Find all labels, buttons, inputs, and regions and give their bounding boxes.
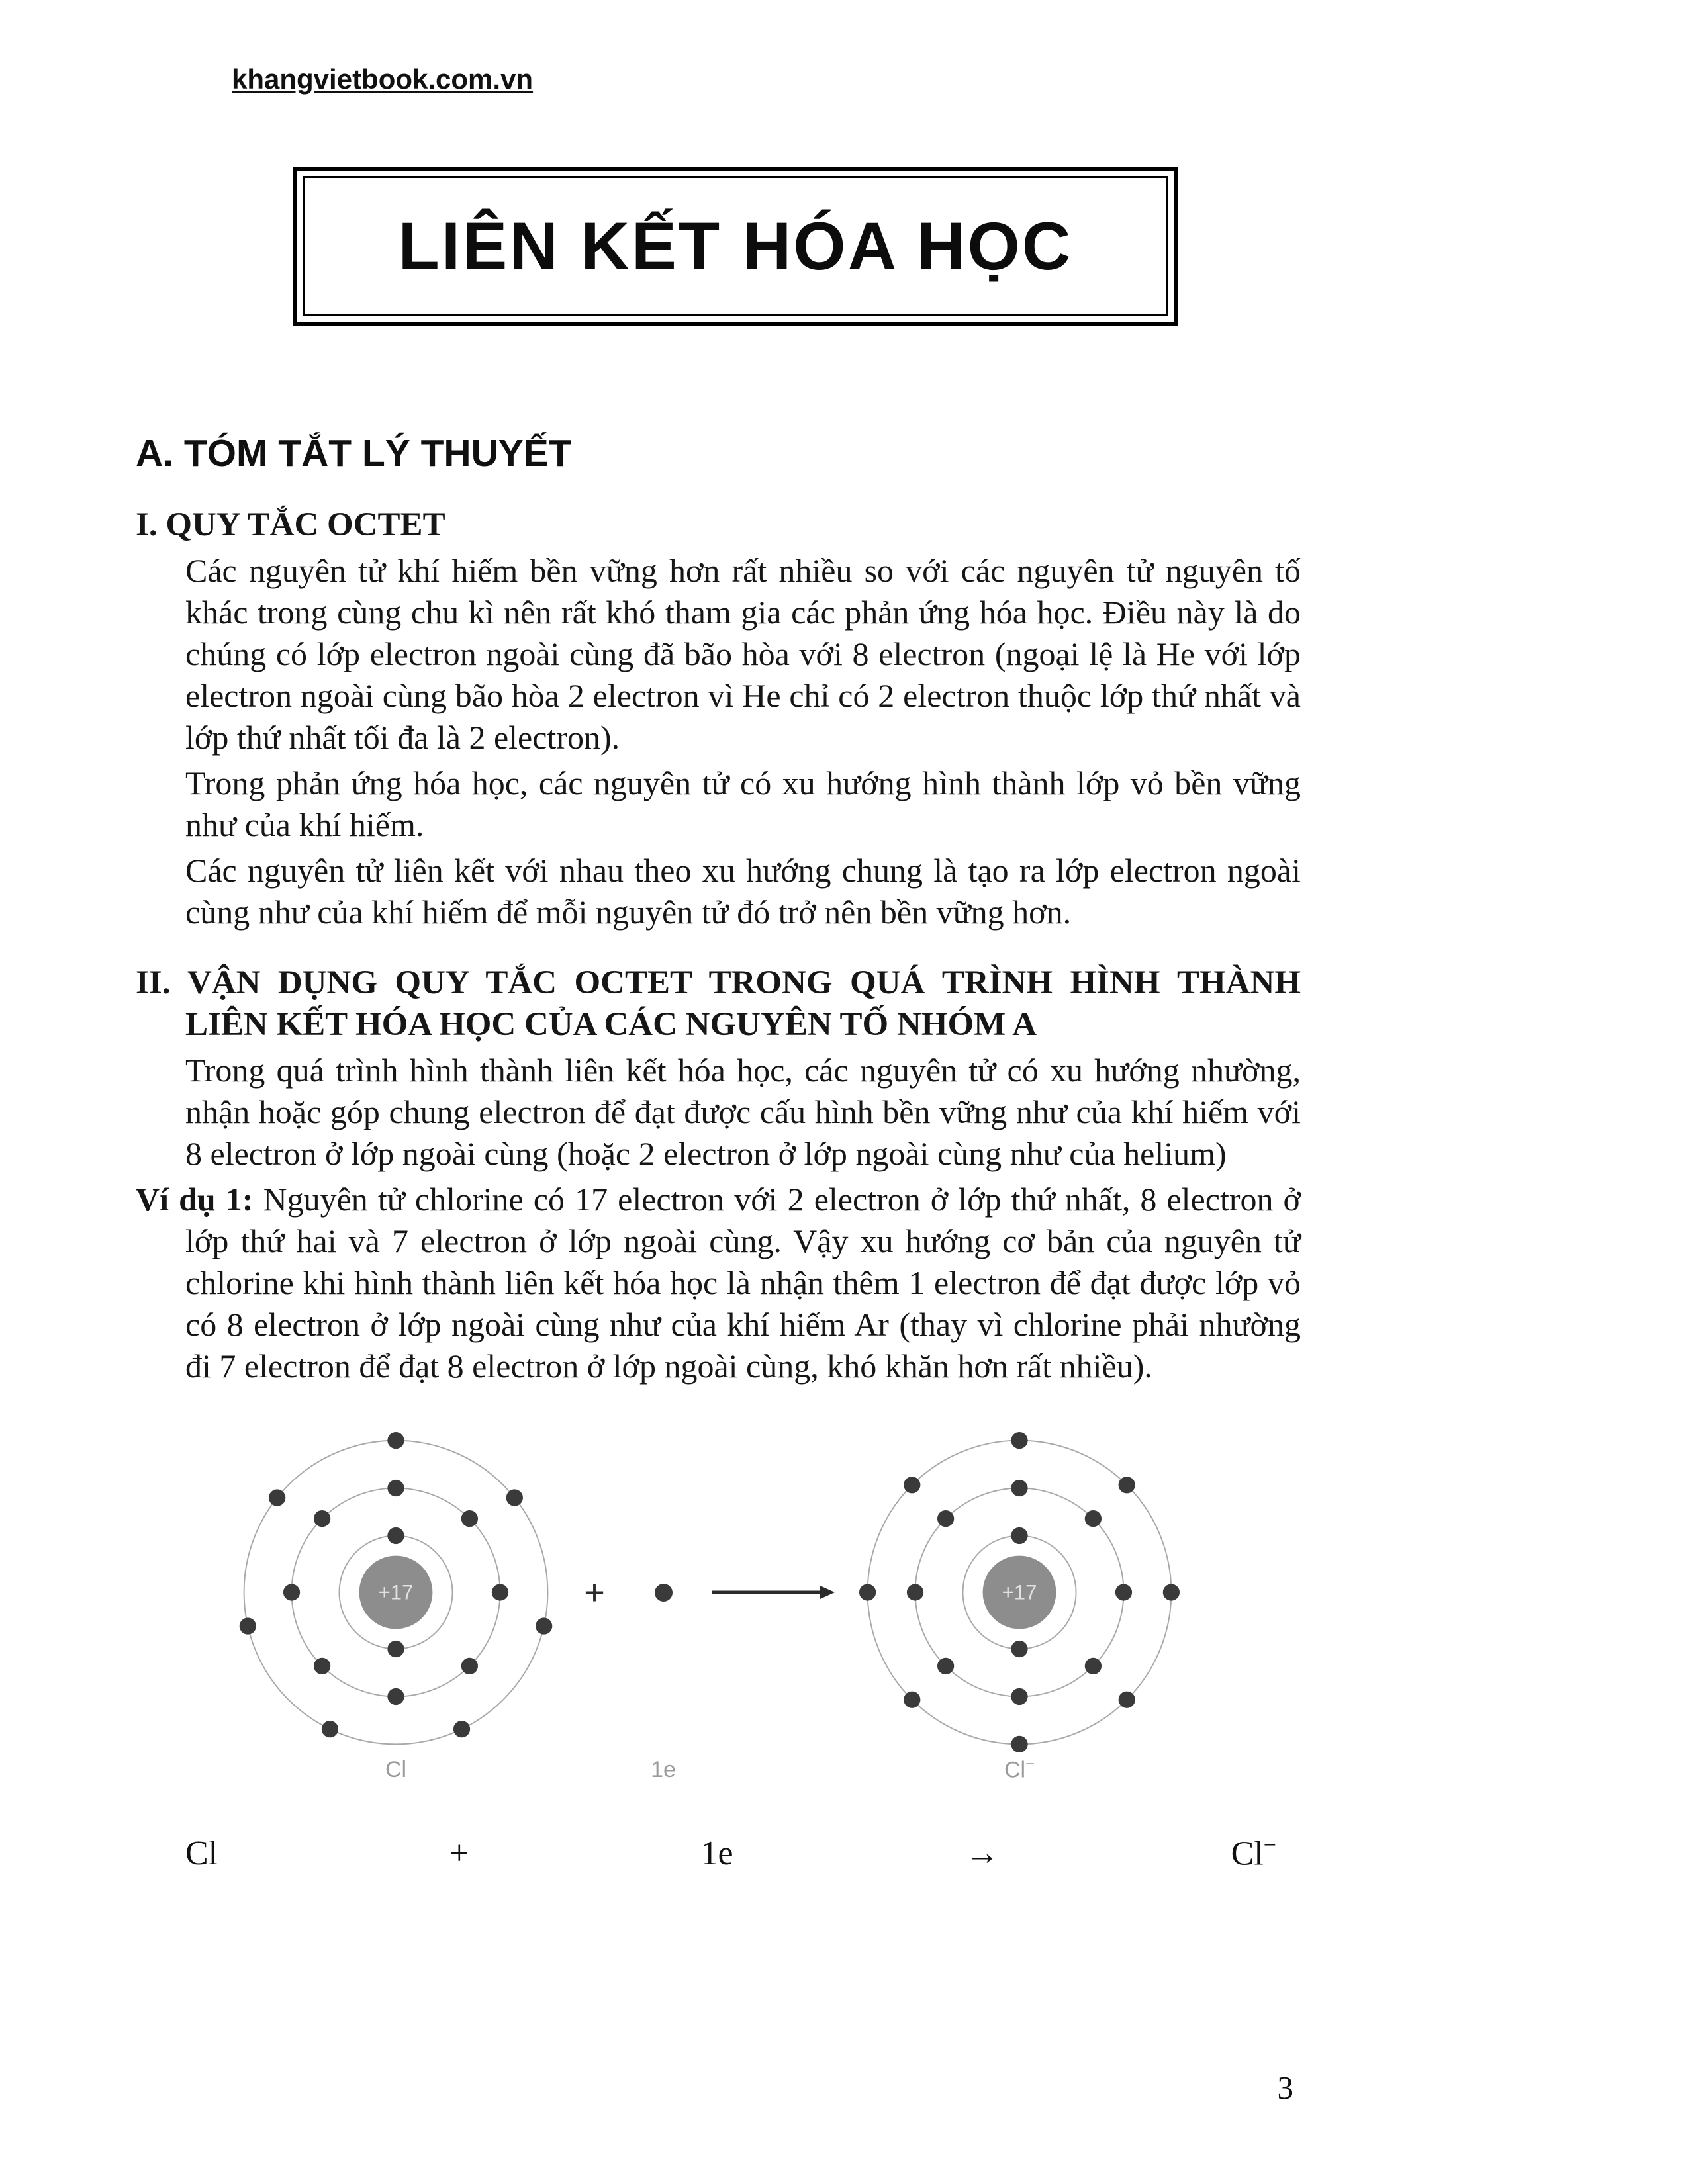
equation-plus: + xyxy=(449,1835,469,1873)
example-1 xyxy=(136,1179,1301,1387)
page-header xyxy=(232,64,1301,95)
svg-text:+17: +17 xyxy=(1002,1580,1037,1604)
section-a-heading: A. TÓM TẮT LÝ THUYẾT xyxy=(136,432,572,475)
reaction-arrow xyxy=(710,1394,836,1791)
cl-ion xyxy=(859,1394,1180,1791)
cl-ion-icon xyxy=(859,1432,1180,1753)
electron-dot-icon xyxy=(655,1584,673,1602)
electron-label: 1e xyxy=(651,1757,676,1782)
equation-product: Cl− xyxy=(1231,1833,1276,1873)
example-1-label: Ví dụ 1: xyxy=(136,1181,254,1218)
svg-text:+17: +17 xyxy=(378,1580,414,1604)
cl-atom-icon xyxy=(235,1432,557,1753)
cl-atom-label: Cl xyxy=(385,1757,407,1782)
section-ii-heading: II. VẬN DỤNG QUY TẮC OCTET TRONG QUÁ TRÌNH HÌNH THÀNH LIÊN KẾT HÓA HỌC CỦA CÁC NGUYÊN TỐ NHÓM A xyxy=(136,964,1301,1043)
example-1-text: Nguyên tử chlorine có 17 electron với 2 electron ở lớp thứ nhất, 8 electron ở lớp thứ hai và 7 electron ở lớp ngoài cùng. Vậy xu hướng cơ bản của nguyên tử chlorine khi hình thành liên kết hóa học là nhận thêm 1 electron để đạt được lớp vỏ có 8 electron ở lớp ngoài cùng như của khí hiếm Ar (thay vì chlorine phải nhường đi 7 electron để đạt 8 electron ở lớp ngoài cùng, khó khăn hơn rất nhiều). xyxy=(185,1181,1301,1385)
paragraph-octet-1: Các nguyên tử khí hiếm bền vững hơn rất nhiều so với các nguyên tử nguyên tố khác trong cùng chu kì nên rất khó tham gia các phản ứng hóa học. Điều này là do chúng có lớp electron ngoài cùng đã bão hòa với 8 electron (ngoại lệ là He với lớp electron ngoài cùng bão hòa 2 electron vì He chỉ có 2 electron thuộc lớp thứ nhất và lớp thứ nhất tối đa là 2 electron). xyxy=(185,552,1301,756)
section-i-heading: I. QUY TẮC OCTET xyxy=(136,506,445,543)
arrow-icon xyxy=(710,1584,836,1601)
site-link: khangvietbook.com.vn xyxy=(232,64,534,95)
page-number: 3 xyxy=(1277,2070,1293,2106)
equation-reactant: Cl xyxy=(185,1835,218,1873)
free-electron xyxy=(644,1394,682,1791)
equation-electron: 1e xyxy=(700,1835,733,1873)
paragraph-section-ii: Trong quá trình hình thành liên kết hóa học, các nguyên tử có xu hướng nhường, nhận hoặc góp chung electron để đạt được cấu hình bền vững như của khí hiếm với 8 electron ở lớp ngoài cùng (hoặc 2 electron ở lớp ngoài cùng như của helium) xyxy=(185,1052,1301,1172)
plus-sign: + xyxy=(584,1572,605,1612)
paragraph-octet-3: Các nguyên tử liên kết với nhau theo xu hướng chung là tạo ra lớp electron ngoài cùng như của khí hiếm để mỗi nguyên tử đó trở nên bền vững hơn. xyxy=(185,852,1301,931)
document-title: LIÊN KẾT HÓA HỌC xyxy=(398,208,1073,284)
title-box-inner xyxy=(303,176,1168,316)
title-box xyxy=(293,167,1178,326)
cl-atom xyxy=(235,1394,557,1791)
equation-arrow: → xyxy=(964,1835,1000,1873)
cl-ion-label: Cl− xyxy=(1004,1754,1035,1782)
paragraph-octet-2: Trong phản ứng hóa học, các nguyên tử có xu hướng hình thành lớp vỏ bền vững như của khí hiếm. xyxy=(185,764,1301,843)
chlorine-bohr-diagram xyxy=(235,1394,1301,1791)
equation-row xyxy=(185,1833,1276,1873)
